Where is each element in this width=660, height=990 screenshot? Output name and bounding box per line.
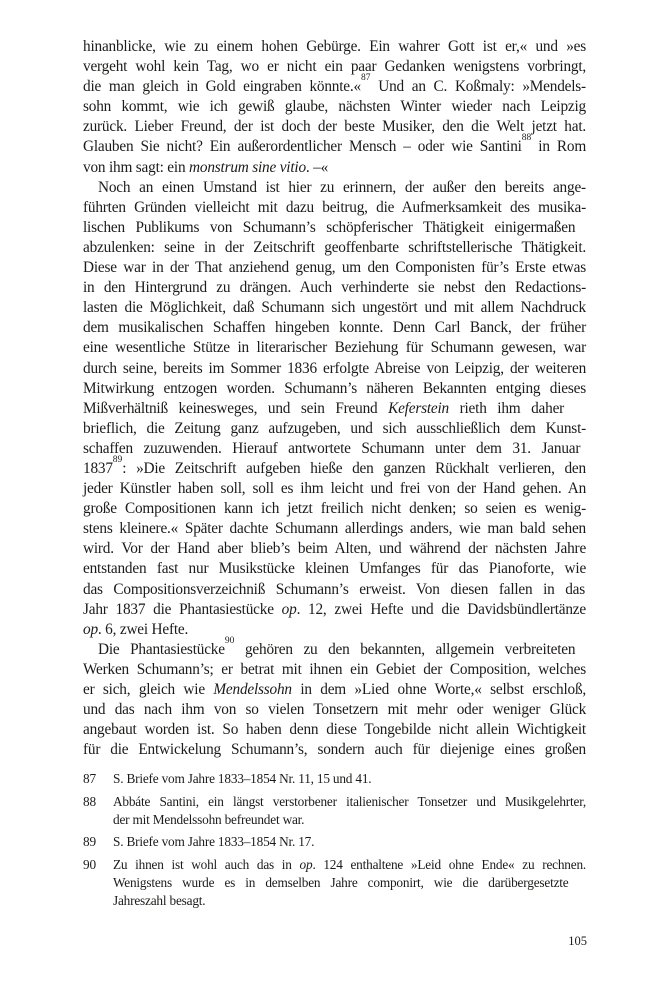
footnote-text	[113, 770, 586, 788]
footnotes-section	[83, 770, 586, 910]
italic-text: Mendelssohn	[213, 681, 292, 698]
text-line: die man gleich in Gold eingraben könnte.«$^{87}$ Und an C. Koßmaly: »Mendels-	[83, 73, 586, 96]
paragraph	[83, 635, 587, 761]
text-line: sohn kommt, wie ich gewiß glaube, nächsten Winter wieder nach Leipzig	[83, 98, 586, 116]
footnote-line: S. Briefe vom Jahre 1833–1854 Nr. 17.	[113, 834, 315, 849]
text-line: von ihm sagt: ein monstrum sine vitio. –«	[83, 158, 329, 176]
text-line: das Compositionsverzeichniß Schumann’s erweist. Von diesen fallen in das	[83, 580, 585, 598]
text-line: stens kleinere.« Später dachte Schumann allerdings anders, wie man bald sehen	[83, 520, 586, 538]
footnote-line: Abbáte Santini, ein längst verstorbener italienischer Tonsetzer und Musikgelehrter,	[113, 793, 587, 809]
text-line: Glauben Sie nicht? Ein außerordentlicher Mensch – oder wie Santini$^{88}$ in Rom	[83, 133, 587, 156]
text-line: Mitwirkung entzogen worden. Schumann’s näheren Bekannten entging dieses	[83, 379, 586, 397]
text-line: lischen Publikums von Schumann’s schöpferischer Thätigkeit einigermaßen	[83, 218, 576, 236]
italic-text: Keferstein	[388, 399, 449, 417]
text-line: durch seine, bereits im Sommer 1836 erfolgte Abreise von Leipzig, der weiteren	[83, 359, 587, 377]
text-line: angebaut worden ist. So haben denn diese Tongebilde nicht allein Wichtigkeit	[83, 721, 586, 739]
text-line: und das nach ihm von so vielen Tonsetzern mit mehr oder weniger Glück	[83, 701, 587, 719]
text-line: in den Hintergrund zu drängen. Auch verhinderte sie nebst den Redactions-	[83, 279, 587, 297]
footnote-line: Zu ihnen ist wohl auch das in op. 124 enthaltene »Leid ohne Ende« zu rechnen.	[113, 856, 587, 872]
text-line: er sich, gleich wie Mendelssohn in dem »Lied ohne Worte,« selbst erschloß,	[83, 681, 587, 698]
text-line: Mißverhältniß keinesweges, und sein Freund Keferstein rieth ihm daher	[83, 399, 565, 417]
text-line: entstanden fast nur Musikstücke kleinen Umfanges für das Pianoforte, wie	[83, 560, 587, 578]
text-line: Die Phantasiestücke$^{90}$ gehören zu den bekannten, allgemein verbreiteten	[98, 635, 576, 658]
footnote-text	[113, 793, 586, 829]
text-line: abzulenken: seine in der Zeitschrift geoffenbarte schriftstellerische Thätigkeit.	[83, 238, 587, 256]
footnote	[83, 833, 586, 851]
italic-text: monstrum sine vitio	[189, 158, 306, 176]
body-text	[83, 37, 586, 760]
text-line: schaffen zuzuwenden. Hierauf antwortete Schumann unter dem 31. Januar	[83, 439, 581, 457]
paragraph	[83, 178, 586, 640]
text-line: Noch an einen Umstand ist hier zu erinnern, der außer den bereits ange-	[98, 178, 586, 196]
text-line: 1837$^{89}$: »Die Zeitschrift aufgeben hieße den ganzen Rückhalt verlieren, den	[83, 454, 586, 477]
footnote-text	[113, 856, 586, 910]
text-line: eine wesentliche Stütze in literarischer Beziehung für Schumann gewesen, war	[83, 339, 586, 357]
paragraph	[83, 37, 586, 178]
footnote-number: 90	[83, 856, 96, 872]
text-line: zurück. Lieber Freund, der ist doch der beste Musiker, den die Welt jetzt hat.	[83, 118, 587, 136]
footnote	[83, 793, 586, 829]
footnote-ref: 87	[360, 73, 371, 84]
italic-text: op	[83, 620, 98, 638]
footnote	[83, 770, 586, 788]
footnote-number: 87	[83, 771, 96, 786]
text-line: lasten die Möglichkeit, daß Schumann sich ungestört und mit allem Nachdruck	[83, 299, 586, 317]
footnote-number: 88	[83, 793, 96, 809]
text-line: für die Entwickelung Schumann’s, sondern auch für diejenige eines großen	[83, 741, 587, 759]
footnote-line: der mit Mendelssohn befreundet war.	[113, 811, 305, 827]
footnote-line: S. Briefe vom Jahre 1833–1854 Nr. 11, 15 und 41.	[113, 771, 372, 786]
text-line: große Compositionen kann ich jetzt freilich nicht denken; so seien es wenig-	[83, 500, 586, 518]
footnote-line: Jahreszahl besagt.	[113, 892, 206, 908]
text-line: brieflich, die Zeitung ganz aufzugeben, und sich ausschließlich dem Kunst-	[83, 419, 587, 437]
italic-text: op	[299, 856, 313, 872]
footnote-text	[113, 833, 586, 851]
footnote-number: 89	[83, 834, 96, 849]
text-line: Diese war in der That anziehend genug, um den Componisten für’s Erste etwas	[83, 259, 586, 277]
text-line: Werken Schumann’s; er betrat mit ihnen ein Gebiet der Composition, welches	[83, 660, 586, 678]
footnote-line: Wenigstens wurde es in demselben Jahre componirt, wie die darübergesetzte	[113, 874, 569, 890]
text-line: vergeht wohl kein Tag, wo er nicht ein paar Gedanken wenigstens vorbringt,	[83, 58, 587, 76]
text-line: jeder Künstler haben soll, soll es ihm leicht und frei von der Hand gehen. An	[83, 480, 587, 498]
footnote-ref: 89	[112, 454, 123, 465]
footnote-ref: 90	[224, 635, 235, 646]
text-line: hinanblicke, wie zu einem hohen Gebürge. Ein wahrer Gott ist er,« und »es	[83, 38, 587, 55]
page-number: 105	[568, 934, 587, 948]
text-line: op. 6, zwei Hefte.	[83, 620, 189, 638]
text-line: dem musikalischen Schaffen hingeben konnte. Denn Carl Banck, der früher	[83, 319, 586, 337]
footnote	[83, 856, 586, 910]
text-line: Jahr 1837 die Phantasiestücke op. 12, zwei Hefte und die Davidsbündlertänze	[83, 600, 586, 618]
text-line: wird. Vor der Hand aber blieb’s beim Alten, und während der nächsten Jahre	[83, 540, 587, 558]
text-line: führten Gründen vielleicht mit dazu beitrug, die Aufmerksamkeit des musika-	[83, 198, 586, 216]
footnote-ref: 88	[521, 133, 532, 144]
italic-text: op	[281, 600, 297, 618]
